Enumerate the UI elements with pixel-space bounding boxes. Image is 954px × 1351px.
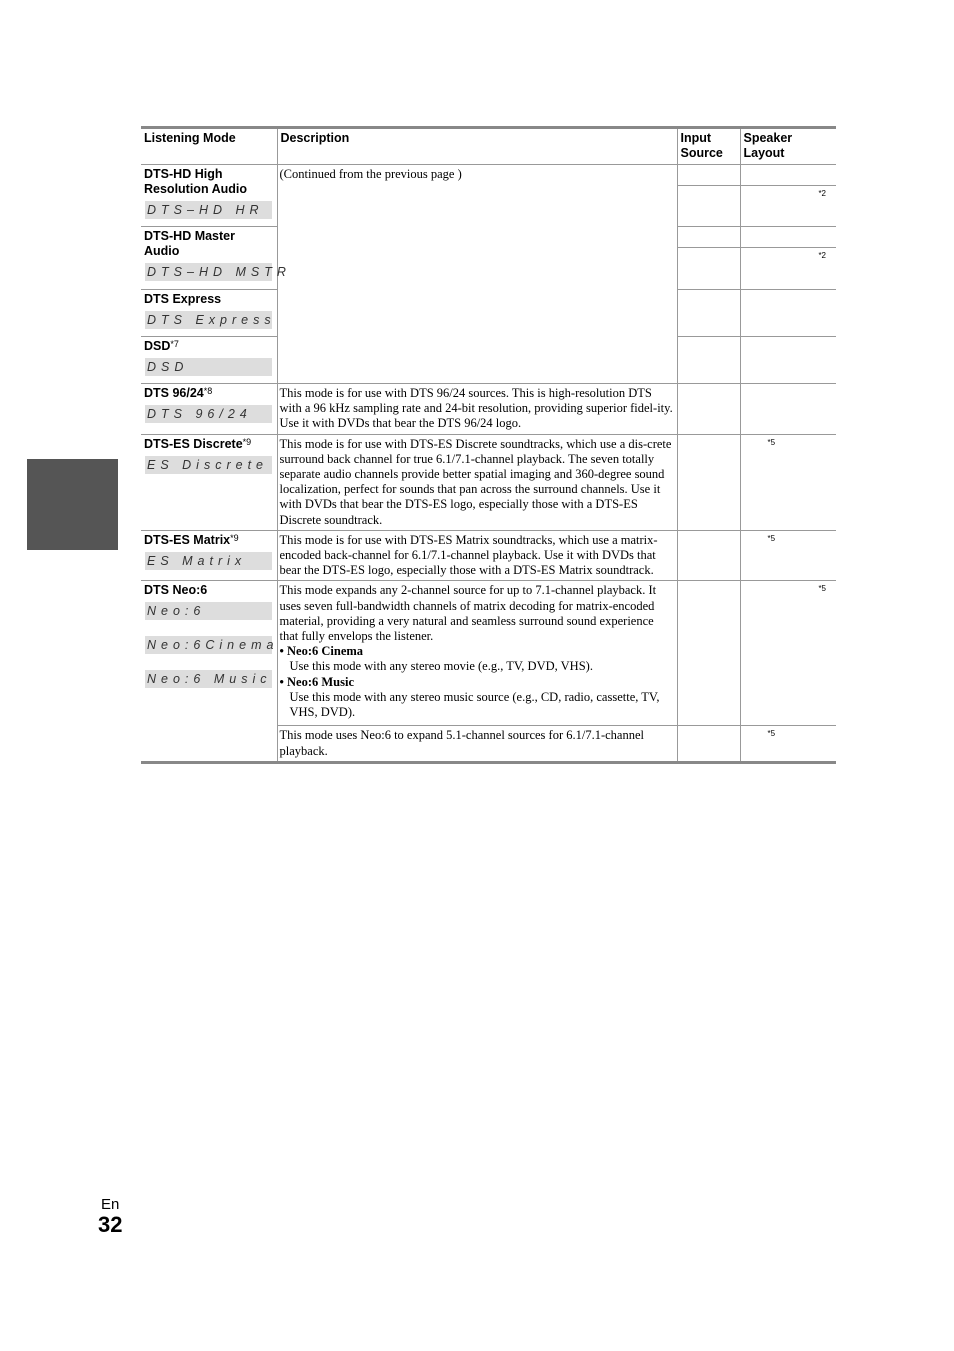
mode-cell — [141, 290, 277, 337]
speaker-layout-cell — [740, 434, 836, 530]
mode-cell — [141, 581, 277, 762]
footnote-ref: *2 — [818, 251, 826, 260]
table-row — [141, 581, 836, 726]
display-indicator: ES Matrix — [145, 552, 272, 570]
mode-cell — [141, 530, 277, 581]
speaker-layout-cell — [740, 290, 836, 337]
speaker-layout-cell — [740, 581, 836, 726]
mode-cell — [141, 165, 277, 227]
speaker-layout-cell — [740, 165, 836, 227]
continued-note: (Continued from the previous page ) — [279, 167, 462, 181]
page-number: 32 — [98, 1212, 123, 1237]
display-indicator: ES Discrete — [145, 456, 272, 474]
mode-cell — [141, 337, 277, 384]
col-speaker-layout: Speaker Layout — [740, 128, 836, 165]
description-cell — [277, 530, 677, 581]
mode-description: This mode is for use with DTS 96/24 sources. This is high-resolution DTS with a 96 kHz sampling rate and 24-bit resolution, providing superior fidel-ity. Use it with DVDs that bear the DTS 96/24 logo. — [279, 386, 673, 431]
display-indicator: DTS 96/24 — [145, 405, 272, 423]
table-row — [141, 434, 836, 530]
footnote-ref: *5 — [818, 584, 826, 594]
footnote-ref: *2 — [818, 189, 826, 198]
display-indicator: DTS–HD MSTR — [147, 265, 291, 279]
listening-modes-table — [141, 126, 836, 764]
section-tab — [27, 459, 118, 550]
speaker-layout-cell — [740, 530, 836, 581]
mode-name: DTS-HD Master Audio — [144, 229, 235, 258]
bullet-text: Use this mode with any stereo movie (e.g., TV, DVD, VHS). — [289, 659, 593, 674]
mode-cell — [141, 384, 277, 435]
mode-cell — [141, 227, 291, 290]
description-cell — [277, 384, 677, 435]
mode-name: DTS-HD High Resolution Audio — [144, 167, 247, 196]
col-input-source: Input Source — [677, 128, 740, 165]
input-source-cell — [677, 530, 740, 581]
footnote-ref: *5 — [767, 533, 776, 543]
description-cell — [277, 434, 677, 530]
speaker-layout-cell — [740, 726, 836, 762]
footnote-ref: *5 — [767, 729, 776, 739]
input-source-cell — [677, 434, 740, 530]
input-source-cell — [677, 337, 740, 384]
table-row — [141, 165, 836, 227]
bullet-text: Use this mode with any stereo music source (e.g., CD, radio, cassette, TV, VHS, DVD). — [289, 689, 660, 720]
mode-description: This mode is for use with DTS-ES Discrete soundtracks, which use a dis-crete surround back channel for true 6.1/7.1-channel playback. The seven totally separate audio channels provide better spatial imaging and 360-degree sound localization, perfect for sounds that pan across the surround channels. Use it with DVDs that bear the DTS-ES logo, especially those with a DTS-ES Discrete soundtrack. — [279, 436, 672, 527]
speaker-layout-cell — [740, 337, 836, 384]
input-source-cell — [677, 290, 740, 337]
mode-name: DTS Express — [144, 292, 222, 306]
input-source-cell — [677, 165, 740, 227]
mode-name: DTS 96/24$^{*8}$ — [144, 386, 213, 400]
display-indicator: Neo:6 Music — [147, 672, 272, 687]
mode-description: This mode expands any 2-channel source for up to 7.1-channel playback. It uses seven full-bandwidth channels of matrix decoding for matrix-encoded material, providing a very natural and seamless surround sound experience that fully envelops the listener. • Neo:6 Cinema Use this mode with any stereo movie (e.g., TV, DVD, VHS). • Neo:6 Music Use this mode with any stereo music source (e.g., CD, radio, cassette, TV, VHS, DVD). — [278, 581, 677, 722]
mode-name: DSD$^{*7}$ — [144, 339, 179, 353]
display-indicator: DTS–HD HR — [145, 201, 272, 219]
input-source-cell — [677, 227, 740, 290]
mode-name: DTS-ES Discrete$^{*9}$ — [144, 436, 252, 451]
display-indicator: Neo:6 — [145, 602, 272, 620]
mode-cell — [141, 434, 277, 530]
display-indicator: DSD — [145, 358, 272, 376]
speaker-layout-cell — [740, 227, 836, 290]
speaker-layout-cell — [740, 384, 836, 435]
display-indicator: DTS Express — [147, 313, 276, 327]
language-label: En — [101, 1196, 120, 1213]
header-row — [141, 128, 836, 165]
mode-description: This mode is for use with DTS-ES Matrix soundtracks, which use a matrix-encoded back-channel for 6.1/7.1-channel playback. Use it with DVDs that bear the DTS-ES logo, especially those with a DTS-ES Matrix soundtrack. — [279, 532, 658, 578]
col-listening-mode: Listening Mode — [141, 128, 277, 165]
description-cell — [277, 165, 677, 384]
input-source-cell — [677, 581, 740, 726]
table-row — [141, 530, 836, 581]
input-source-cell — [677, 726, 740, 762]
table-row — [141, 384, 836, 435]
description-cell — [277, 726, 677, 762]
footnote-ref: *5 — [767, 437, 776, 447]
input-source-cell — [677, 384, 740, 435]
description-cell — [277, 581, 677, 726]
col-description: Description — [277, 128, 677, 165]
display-indicator: Neo:6Cinema — [147, 638, 279, 653]
mode-name: DTS-ES Matrix$^{*9}$ — [144, 532, 239, 547]
bullet-title: • Neo:6 Cinema — [279, 644, 364, 659]
mode-description: This mode uses Neo:6 to expand 5.1-channel sources for 6.1/7.1-channel playback. — [279, 728, 644, 758]
bullet-title: • Neo:6 Music — [279, 674, 354, 689]
mode-name: DTS Neo:6 — [144, 583, 208, 598]
